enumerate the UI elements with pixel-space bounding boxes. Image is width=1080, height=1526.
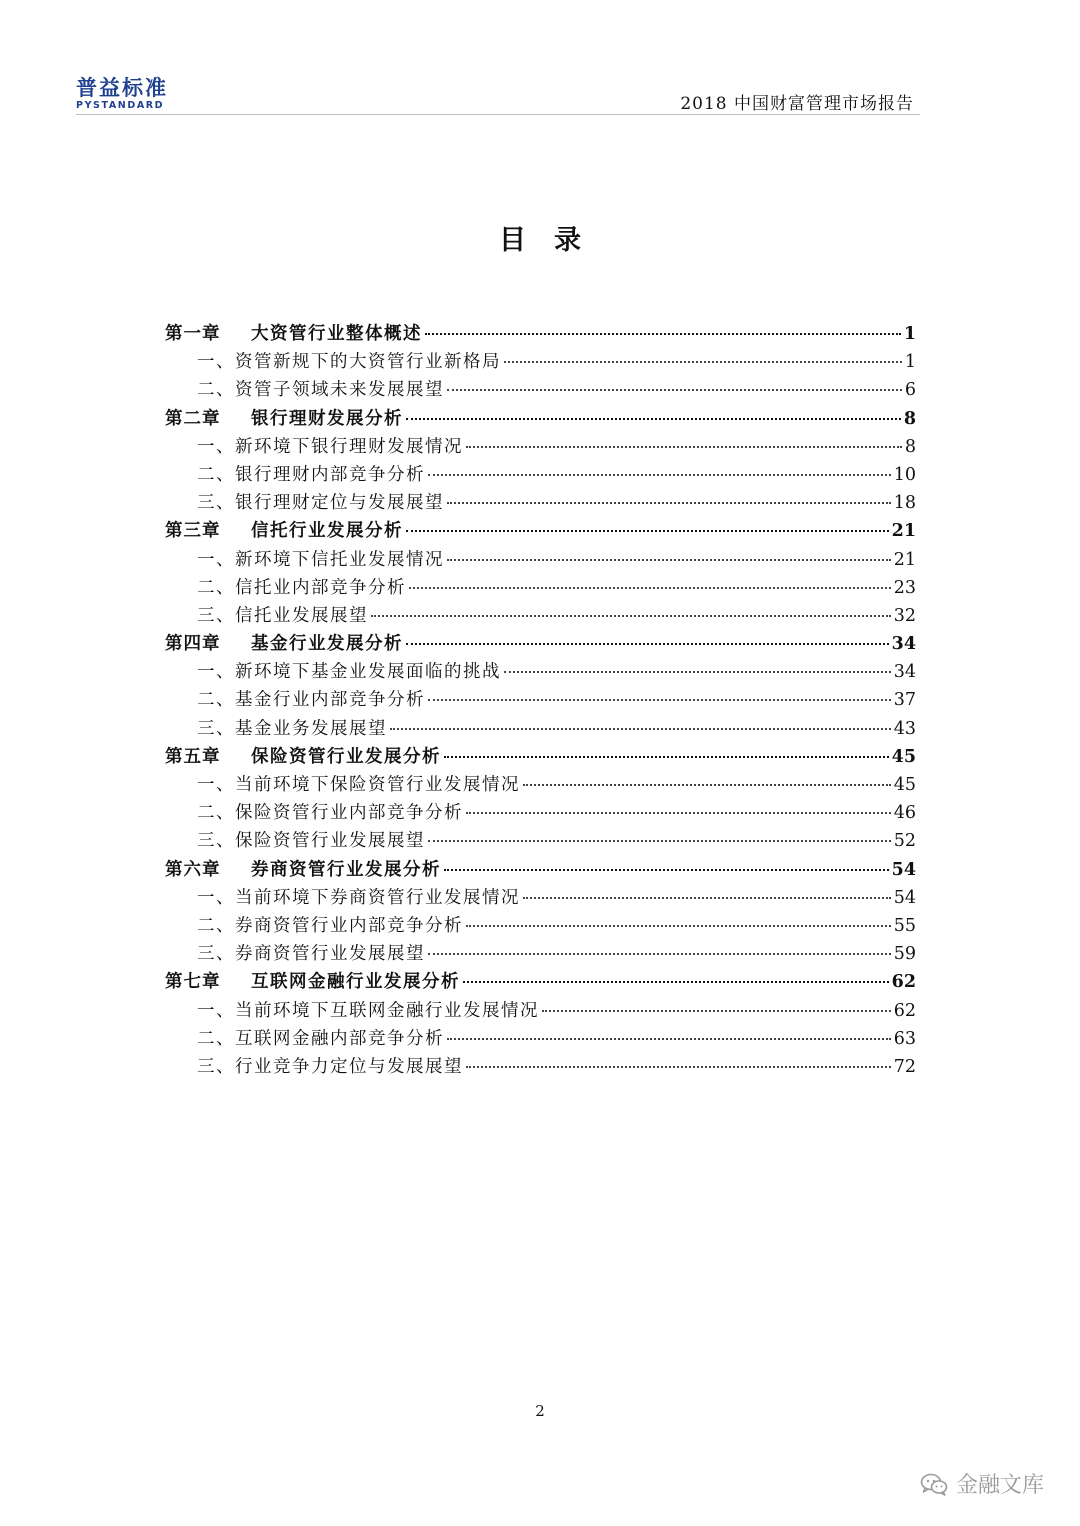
toc-dot-leader — [428, 953, 891, 955]
brand-logo-cn: 普益标准 — [76, 76, 168, 100]
toc-dot-leader — [428, 699, 891, 701]
toc-entry-title: 二、信托业内部竞争分析 — [197, 577, 406, 598]
toc-section-row — [165, 799, 916, 827]
toc-section-row — [165, 1053, 916, 1081]
toc-entry-title: 三、基金业务发展展望 — [197, 718, 387, 739]
toc-section-row — [165, 489, 916, 517]
toc-dot-leader — [406, 643, 889, 645]
toc-entry-title: 一、当前环境下互联网金融行业发展情况 — [197, 1000, 539, 1021]
toc-page-number: 34 — [891, 634, 916, 655]
toc-page-number: 6 — [904, 380, 916, 401]
report-header-title: 2018 中国财富管理市场报告 — [680, 94, 914, 114]
toc-page-number: 54 — [893, 887, 916, 908]
toc-page-number: 43 — [893, 718, 916, 739]
toc-entry-title: 一、当前环境下券商资管行业发展情况 — [197, 887, 520, 908]
toc-entry-title: 二、保险资管行业内部竞争分析 — [197, 803, 463, 824]
toc-section-row — [165, 574, 916, 602]
toc-chapter-row — [165, 405, 916, 433]
toc-page-number: 46 — [893, 803, 916, 824]
toc-page-number: 8 — [904, 436, 916, 457]
toc-chapter-row — [165, 630, 916, 658]
toc-section-row — [165, 912, 916, 940]
toc-entry-title: 券商资管行业发展分析 — [251, 859, 441, 880]
toc-page-number: 34 — [893, 662, 916, 683]
toc-page-number: 54 — [891, 859, 916, 880]
toc-section-row — [165, 348, 916, 376]
toc-section-row — [165, 1025, 916, 1053]
toc-entry-title: 二、资管子领域未来发展展望 — [197, 380, 444, 401]
toc-entry-title: 三、银行理财定位与发展展望 — [197, 493, 444, 514]
toc-chapter-number: 第三章 — [165, 521, 221, 542]
toc-dot-leader — [463, 981, 889, 983]
toc-page-number: 63 — [893, 1028, 916, 1049]
toc-chapter-row — [165, 743, 916, 771]
toc-entry-title: 二、银行理财内部竞争分析 — [197, 464, 425, 485]
toc-entry-title: 互联网金融行业发展分析 — [251, 972, 460, 993]
toc-entry-title: 一、当前环境下保险资管行业发展情况 — [197, 775, 520, 795]
toc-page-number: 45 — [893, 775, 916, 795]
toc-dot-leader — [466, 812, 891, 814]
page-number: 2 — [535, 1402, 545, 1420]
toc-section-row — [165, 546, 916, 574]
toc-entry-title: 一、新环境下基金业发展面临的挑战 — [197, 662, 501, 683]
toc-page-number: 52 — [893, 831, 916, 852]
toc-page-number: 62 — [893, 1000, 916, 1021]
toc-dot-leader — [428, 474, 891, 476]
header-divider — [76, 114, 920, 115]
toc-section-row — [165, 433, 916, 461]
toc-page-number: 55 — [893, 915, 916, 936]
toc-dot-leader — [425, 333, 901, 335]
toc-entry-title: 基金行业发展分析 — [251, 634, 403, 655]
toc-section-row — [165, 997, 916, 1025]
toc-dot-leader — [504, 361, 902, 363]
toc-chapter-number: 第六章 — [165, 859, 221, 880]
wechat-icon — [920, 1472, 948, 1496]
toc-chapter-number: 第二章 — [165, 408, 221, 429]
toc-section-row — [165, 940, 916, 968]
toc-page-number: 59 — [893, 944, 916, 965]
watermark-text: 金融文库 — [955, 1473, 1044, 1498]
toc-chapter-row — [165, 320, 916, 348]
toc-entry-title: 三、保险资管行业发展展望 — [197, 831, 425, 852]
table-of-contents — [165, 320, 916, 1081]
toc-dot-leader — [406, 418, 901, 420]
brand-logo — [76, 76, 168, 112]
toc-chapter-number: 第七章 — [165, 972, 221, 993]
wechat-watermark — [920, 1468, 1044, 1499]
toc-section-row — [165, 461, 916, 489]
toc-dot-leader — [504, 671, 891, 673]
brand-logo-en: PYSTANDARD — [76, 100, 165, 111]
toc-section-row — [165, 884, 916, 912]
toc-dot-leader — [466, 925, 891, 927]
toc-dot-leader — [523, 784, 891, 786]
toc-dot-leader — [447, 502, 891, 504]
toc-dot-leader — [466, 446, 902, 448]
toc-entry-title: 三、券商资管行业发展展望 — [197, 944, 425, 965]
toc-entry-title: 银行理财发展分析 — [251, 408, 403, 429]
toc-section-row — [165, 715, 916, 743]
toc-entry-title: 信托行业发展分析 — [251, 521, 403, 542]
toc-entry-title: 保险资管行业发展分析 — [251, 746, 441, 767]
toc-entry-title: 一、资管新规下的大资管行业新格局 — [197, 352, 501, 373]
toc-chapter-number: 第四章 — [165, 634, 221, 655]
toc-dot-leader — [466, 1066, 891, 1068]
toc-dot-leader — [523, 897, 891, 899]
toc-section-row — [165, 686, 916, 714]
toc-chapter-row — [165, 968, 916, 996]
toc-section-row — [165, 376, 916, 404]
toc-dot-leader — [390, 728, 891, 730]
toc-page-number: 21 — [891, 521, 916, 542]
toc-dot-leader — [447, 559, 891, 561]
toc-section-row — [165, 771, 916, 799]
toc-dot-leader — [409, 587, 891, 589]
toc-page-number: 18 — [893, 493, 916, 514]
toc-dot-leader — [428, 840, 891, 842]
toc-dot-leader — [371, 615, 891, 617]
toc-page-number: 1 — [903, 324, 916, 344]
toc-entry-title: 二、基金行业内部竞争分析 — [197, 690, 425, 711]
toc-section-row — [165, 658, 916, 686]
toc-dot-leader — [542, 1010, 891, 1012]
toc-page-number: 62 — [891, 972, 916, 993]
toc-chapter-number: 第五章 — [165, 746, 221, 767]
toc-page-number: 1 — [904, 352, 916, 373]
toc-entry-title: 二、互联网金融内部竞争分析 — [197, 1028, 444, 1049]
toc-dot-leader — [447, 389, 902, 391]
toc-dot-leader — [444, 869, 889, 871]
toc-entry-title: 三、行业竞争力定位与发展展望 — [197, 1056, 463, 1077]
toc-section-row — [165, 827, 916, 855]
toc-chapter-row — [165, 856, 916, 884]
toc-entry-title: 一、新环境下信托业发展情况 — [197, 549, 444, 570]
toc-page-number: 21 — [893, 549, 916, 570]
toc-page-number: 32 — [893, 605, 916, 626]
toc-page-number: 8 — [903, 408, 916, 429]
toc-entry-title: 一、新环境下银行理财发展情况 — [197, 436, 463, 457]
toc-page-number: 72 — [893, 1056, 916, 1077]
toc-heading: 目录 — [499, 225, 609, 256]
toc-page-number: 37 — [893, 690, 916, 711]
toc-dot-leader — [406, 530, 889, 532]
toc-entry-title: 三、信托业发展展望 — [197, 605, 368, 626]
toc-dot-leader — [444, 756, 889, 758]
toc-chapter-number: 第一章 — [165, 324, 221, 344]
toc-page-number: 10 — [893, 464, 916, 485]
toc-section-row — [165, 602, 916, 630]
toc-dot-leader — [447, 1038, 891, 1040]
toc-entry-title: 大资管行业整体概述 — [251, 324, 422, 344]
toc-page-number: 23 — [893, 577, 916, 598]
toc-chapter-row — [165, 517, 916, 545]
toc-page-number: 45 — [891, 746, 916, 767]
toc-entry-title: 二、券商资管行业内部竞争分析 — [197, 915, 463, 936]
